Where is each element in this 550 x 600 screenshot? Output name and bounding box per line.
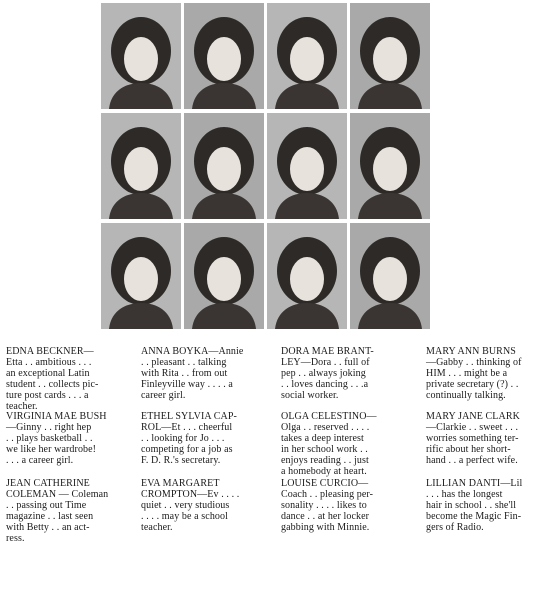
caption-line: HIM . . . might be a xyxy=(426,368,508,379)
caption-line: DORA MAE BRANT- xyxy=(281,346,374,357)
caption-line: . . looking for Jo . . . xyxy=(141,433,225,444)
portrait-silhouette xyxy=(184,113,264,219)
caption-line: with Betty . . an act- xyxy=(6,522,90,533)
portrait-photo xyxy=(350,223,430,329)
caption-line: continually talking. xyxy=(426,390,506,401)
caption-line: EVA MARGARET xyxy=(141,478,220,489)
portrait-grid xyxy=(101,3,431,329)
caption-line: quiet . . very studious xyxy=(141,500,230,511)
caption-line: an exceptional Latin xyxy=(6,368,90,379)
student-caption xyxy=(281,478,391,533)
caption-line: a homebody at heart. xyxy=(281,466,367,477)
caption-line: takes a deep interest xyxy=(281,433,364,444)
student-caption xyxy=(426,478,541,533)
portrait-silhouette xyxy=(101,3,181,109)
caption-line: become the Magic Fin- xyxy=(426,511,522,522)
caption-line: LEY—Dora . . full of xyxy=(281,357,370,368)
caption-line: enjoys reading . . just xyxy=(281,455,369,466)
portrait-silhouette xyxy=(184,3,264,109)
portrait-silhouette xyxy=(350,3,430,109)
caption-line: gers of Radio. xyxy=(426,522,484,533)
caption-line: Olga . . reserved . . . . xyxy=(281,422,370,433)
caption-line: private secretary (?) . . xyxy=(426,379,519,390)
portrait-photo xyxy=(267,223,347,329)
portrait-photo xyxy=(267,113,347,219)
caption-line: with Rita . . from out xyxy=(141,368,228,379)
portrait-silhouette xyxy=(267,113,347,219)
caption-line: . . pleasant . . talking xyxy=(141,357,227,368)
caption-line: dance . . at her locker xyxy=(281,511,370,522)
caption-line: . . loves dancing . . .a xyxy=(281,379,369,390)
portrait-silhouette xyxy=(267,3,347,109)
portrait-silhouette xyxy=(101,223,181,329)
caption-line: ANNA BOYKA—Annie xyxy=(141,346,244,357)
caption-line: —Gabby . . thinking of xyxy=(426,357,522,368)
caption-line: OLGA CELESTINO— xyxy=(281,411,377,422)
student-caption xyxy=(6,411,116,466)
caption-line: Etta . . ambitious . . . xyxy=(6,357,92,368)
portrait-photo xyxy=(101,3,181,109)
caption-line: rific about her short- xyxy=(426,444,511,455)
portrait-silhouette xyxy=(184,223,264,329)
caption-line: teacher. xyxy=(6,401,38,412)
caption-line: pep . . always joking xyxy=(281,368,366,379)
portrait-silhouette xyxy=(350,113,430,219)
caption-line: VIRGINIA MAE BUSH xyxy=(6,411,107,422)
portrait-photo xyxy=(101,113,181,219)
caption-line: worries something ter- xyxy=(426,433,519,444)
portrait-photo xyxy=(350,113,430,219)
caption-line: LILLIAN DANTI—Lil xyxy=(426,478,523,489)
portrait-photo xyxy=(350,3,430,109)
caption-line: LOUISE CURCIO— xyxy=(281,478,369,489)
caption-line: sonality . . . . likes to xyxy=(281,500,367,511)
caption-line: ROL—Et . . . cheerful xyxy=(141,422,233,433)
caption-line: . . passing out Time xyxy=(6,500,87,511)
student-caption xyxy=(6,346,106,412)
portrait-silhouette xyxy=(101,113,181,219)
caption-line: in her school work . . xyxy=(281,444,368,455)
student-caption xyxy=(141,346,251,401)
caption-line: Finleyville way . . . . a xyxy=(141,379,233,390)
caption-line: magazine . . last seen xyxy=(6,511,94,522)
portrait-photo xyxy=(184,3,264,109)
student-caption xyxy=(426,346,536,401)
student-caption xyxy=(6,478,116,544)
portrait-photo xyxy=(184,113,264,219)
student-caption xyxy=(141,478,251,533)
caption-line: we like her wardrobe! xyxy=(6,444,97,455)
caption-line: career girl. xyxy=(141,390,186,401)
caption-line: EDNA BECKNER— xyxy=(6,346,94,357)
caption-line: CROMPTON—Ev . . . . xyxy=(141,489,240,500)
student-caption xyxy=(281,346,391,401)
portrait-photo xyxy=(101,223,181,329)
caption-line: Coach . . pleasing per- xyxy=(281,489,374,500)
caption-line: . . plays basketball . . xyxy=(6,433,93,444)
caption-line: —Ginny . . right hep xyxy=(6,422,92,433)
caption-line: competing for a job as xyxy=(141,444,233,455)
caption-line: ture post cards . . . a xyxy=(6,390,89,401)
caption-line: COLEMAN — Coleman xyxy=(6,489,109,500)
caption-line: social worker. xyxy=(281,390,339,401)
caption-line: hand . . a perfect wife. xyxy=(426,455,518,466)
caption-line: . . . . may be a school xyxy=(141,511,229,522)
caption-line: teacher. xyxy=(141,522,173,533)
student-caption xyxy=(141,411,251,466)
caption-line: F. D. R.'s secretary. xyxy=(141,455,221,466)
portrait-photo xyxy=(267,3,347,109)
caption-line: JEAN CATHERINE xyxy=(6,478,90,489)
caption-line: MARY ANN BURNS xyxy=(426,346,516,357)
caption-line: MARY JANE CLARK xyxy=(426,411,520,422)
caption-line: gabbing with Minnie. xyxy=(281,522,370,533)
caption-line: —Clarkie . . sweet . . . xyxy=(426,422,519,433)
portrait-silhouette xyxy=(267,223,347,329)
caption-line: ETHEL SYLVIA CAP- xyxy=(141,411,237,422)
caption-line: . . . has the longest xyxy=(426,489,503,500)
student-caption xyxy=(281,411,391,477)
caption-line: . . . a career girl. xyxy=(6,455,74,466)
portrait-photo xyxy=(184,223,264,329)
student-caption xyxy=(426,411,541,466)
caption-line: ress. xyxy=(6,533,25,544)
caption-line: student . . collects pic- xyxy=(6,379,99,390)
caption-line: hair in school . . she'll xyxy=(426,500,517,511)
portrait-silhouette xyxy=(350,223,430,329)
